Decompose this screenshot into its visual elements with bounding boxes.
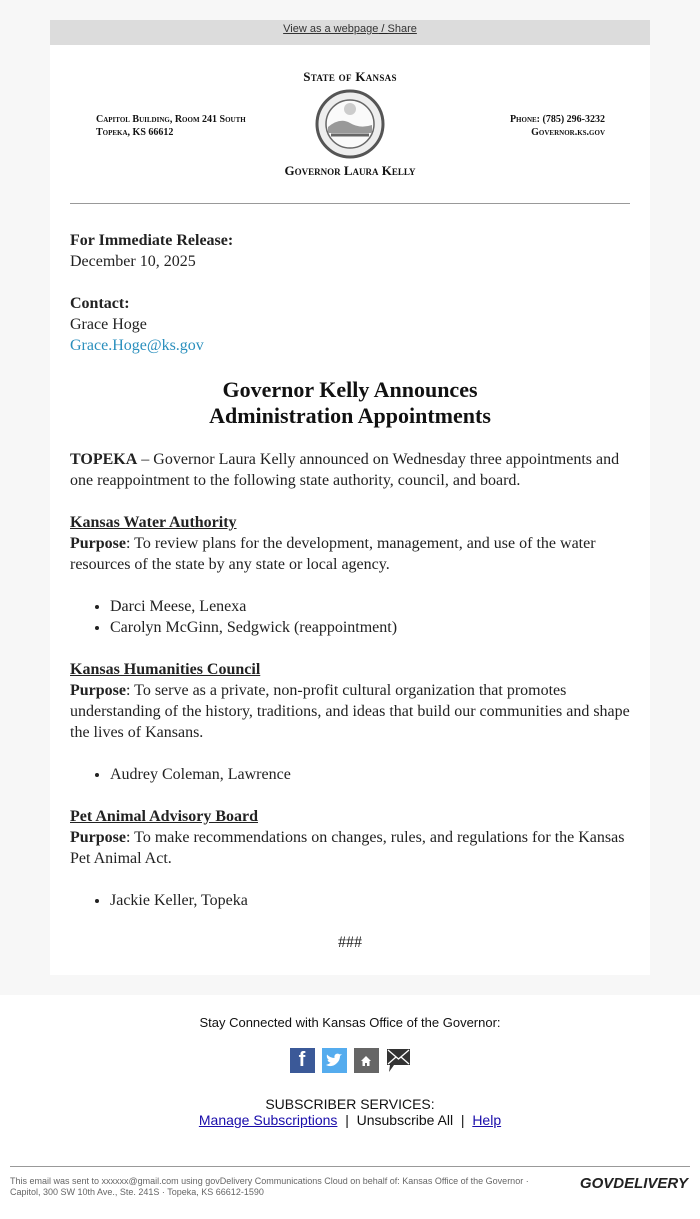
state-title: State of Kansas [303,69,397,84]
governor-name: Governor Laura Kelly [284,163,416,178]
headline [70,377,630,429]
section-pet-animal-board [70,806,630,911]
list-item: • Carolyn McGinn, Sedgwick (reappointment) [110,617,630,638]
footer [0,995,700,1207]
purpose-text: : To make recommendations on changes, rules, and regulations for the Kansas Pet Animal Act. [70,829,625,867]
subscriber-services [0,1096,700,1128]
unsubscribe-all-link[interactable]: Unsubscribe All [356,1112,454,1128]
list-item: • Audrey Coleman, Lawrence [110,764,630,785]
help-link[interactable]: Help [472,1112,502,1128]
home-icon[interactable] [354,1048,379,1073]
twitter-icon[interactable] [322,1048,347,1073]
section-water-authority [70,512,630,638]
headline-line: Governor Kelly Announces [222,377,478,402]
list-item: • Darci Meese, Lenexa [110,596,630,617]
address-line: Capitol Building, Room 241 South [96,114,246,125]
headline-line: Administration Appointments [209,403,491,428]
govdelivery-logo[interactable]: GOVDELIVERY [579,1175,688,1192]
list-item: • Jackie Keller, Topeka [110,890,630,911]
stay-connected: Stay Connected with Kansas Office of the Governor: [199,1015,501,1030]
end-mark: ### [338,934,362,951]
separator: | [345,1112,349,1128]
press-release [50,204,650,953]
disclaimer [0,1167,700,1207]
separator: / [378,23,388,35]
social-icons [0,1048,700,1073]
purpose-label: Purpose [70,535,126,552]
section-title: Pet Animal Advisory Board [70,808,259,825]
separator: | [460,1112,465,1128]
purpose-label: Purpose [70,682,126,699]
facebook-icon[interactable]: f [290,1048,315,1073]
email-icon[interactable] [386,1048,411,1073]
disclaimer-line: Capitol, 300 SW 10th Ave., Ste. 241S · Topeka, KS 66612-1590 [10,1187,264,1197]
purpose-text: : To review plans for the development, management, and use of the water resources of the state by any state or local agency. [70,535,596,573]
contact-email-link[interactable]: Grace.Hoge@ks.gov [70,337,204,354]
section-humanities-council [70,659,630,785]
release-label: For Immediate Release: [70,232,234,249]
contact-label: Contact: [70,295,130,312]
address [96,113,246,139]
contact-name: Grace Hoge [70,316,147,333]
address-line: Topeka, KS 66612 [96,127,174,138]
share-link[interactable]: Share [387,23,417,35]
section-title: Kansas Humanities Council [70,661,261,678]
letterhead [50,45,650,195]
contact-info [510,113,605,139]
intro [70,449,630,491]
purpose-text: : To serve as a private, non-profit cultural organization that promotes understanding of the history, traditions, and ideas that build our communities and shape the lives of Kansans. [70,682,630,741]
dateline: TOPEKA [70,451,138,468]
manage-subscriptions-link[interactable]: Manage Subscriptions [198,1112,338,1128]
website: Governor.ks.gov [531,127,605,138]
disclaimer-line: This email was sent to xxxxxx@gmail.com using govDelivery Communications Cloud on behalf of: Kansas Office of the Governor · [10,1176,529,1186]
email-card [50,20,650,975]
intro-text: – Governor Laura Kelly announced on Wednesday three appointments and one reappointment to the following state authority, council, and board. [70,451,620,489]
section-title: Kansas Water Authority [70,514,237,531]
view-as-webpage-link[interactable]: View as a webpage [283,23,379,35]
phone: Phone: (785) 296-3232 [509,114,605,125]
top-bar [50,20,650,45]
subscriber-services-label: SUBSCRIBER SERVICES: [265,1096,435,1112]
kansas-seal-icon [315,87,385,161]
release-date: December 10, 2025 [70,253,196,270]
purpose-label: Purpose [70,829,126,846]
